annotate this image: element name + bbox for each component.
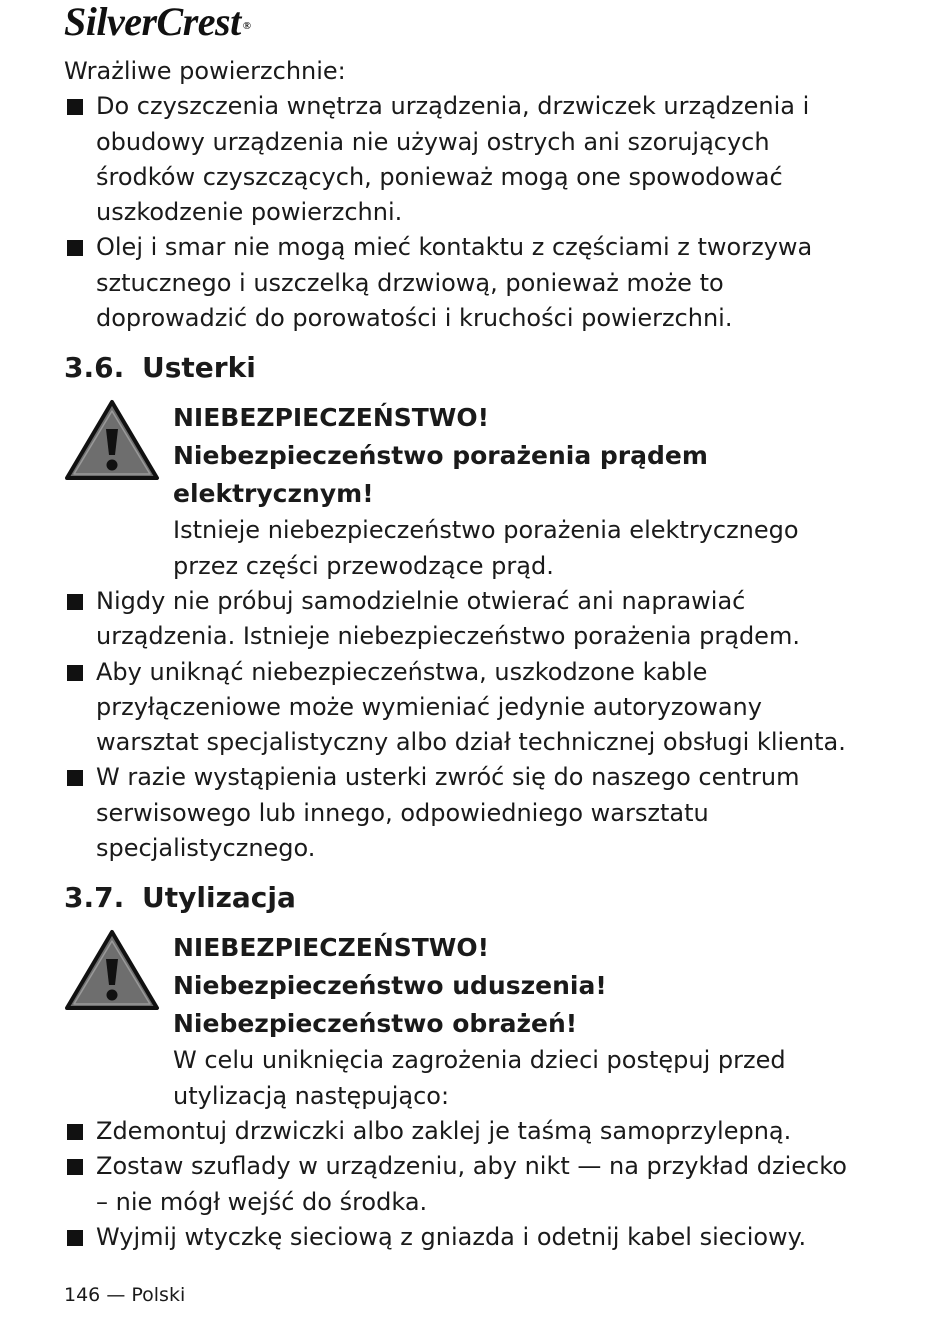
surfaces-list <box>64 89 864 336</box>
registered-mark: ® <box>242 20 251 32</box>
footer-language: Polski <box>131 1284 186 1306</box>
disposal-list <box>64 1114 864 1255</box>
warning-triangle-icon <box>64 399 160 481</box>
warning-headline: Niebezpieczeństwo porażenia prądem elektrycznym! <box>173 441 708 509</box>
bullet-square-icon <box>67 1159 83 1175</box>
list-item-text: Zostaw szuflady w urządzeniu, aby nikt — na przykład dziecko – nie mógł wejść do środka. <box>96 1152 847 1216</box>
section-heading-disposal <box>64 878 864 918</box>
footer-separator: — <box>106 1284 126 1306</box>
bullet-square-icon <box>67 240 83 256</box>
list-item <box>64 655 864 761</box>
brand-name: SilverCrest <box>64 0 241 44</box>
bullet-square-icon <box>67 1230 83 1246</box>
list-item-text: Olej i smar nie mogą mieć kontaktu z częściami z tworzywa sztucznego i uszczelką drzwiową, ponieważ może to doprowadzić do porowatości i kruchości powierzchni. <box>96 233 813 333</box>
list-item <box>64 1149 864 1220</box>
page-footer <box>64 1283 185 1307</box>
bullet-square-icon <box>67 1124 83 1140</box>
section-heading-faults <box>64 348 864 388</box>
warning-label: NIEBEZPIECZEŃSTWO! <box>173 933 490 963</box>
warning-triangle-icon <box>64 929 160 1011</box>
list-item <box>64 760 864 866</box>
section-title: Utylizacja <box>142 881 296 915</box>
list-item <box>64 1114 864 1149</box>
warning-block-disposal <box>64 929 864 1114</box>
warning-text: W celu uniknięcia zagrożenia dzieci postępuj przed utylizacją następująco: <box>173 1046 786 1110</box>
faults-list <box>64 584 864 866</box>
list-item <box>64 230 864 336</box>
page-number: 146 <box>64 1284 101 1306</box>
section-number: 3.7. <box>64 881 125 915</box>
bullet-square-icon <box>67 594 83 610</box>
surfaces-intro: Wrażliwe powierzchnie: <box>64 57 346 85</box>
list-item <box>64 584 864 655</box>
list-item-text: W razie wystąpienia usterki zwróć się do naszego centrum serwisowego lub innego, odpowiedniego warsztatu specjalistycznego. <box>96 763 800 863</box>
list-item-text: Aby uniknąć niebezpieczeństwa, uszkodzone kable przyłączeniowe może wymieniać jedynie autoryzowany warsztat specjalistyczny albo dział technicznej obsługi klienta. <box>96 657 846 757</box>
warning-headline: Niebezpieczeństwo uduszenia! <box>173 971 607 1001</box>
list-item-text: Nigdy nie próbuj samodzielnie otwierać ani naprawiać urządzenia. Istnieje niebezpieczeństwo porażenia prądem. <box>96 586 800 651</box>
bullet-square-icon <box>67 99 83 115</box>
bullet-square-icon <box>67 770 83 786</box>
warning-label: NIEBEZPIECZEŃSTWO! <box>173 403 490 433</box>
page-content <box>64 54 864 1255</box>
list-item-text: Do czyszczenia wnętrza urządzenia, drzwiczek urządzenia i obudowy urządzenia nie używaj ostrych ani szorujących środków czyszczących, ponieważ mogą one spowodować uszkodzenie powierzchni. <box>96 92 810 227</box>
warning-text: Istnieje niebezpieczeństwo porażenia elektrycznego przez części przewodzące prąd. <box>173 516 799 580</box>
bullet-square-icon <box>67 665 83 681</box>
brand-logo <box>64 2 250 42</box>
list-item <box>64 89 864 230</box>
section-title: Usterki <box>142 351 256 385</box>
warning-headline: Niebezpieczeństwo obrażeń! <box>173 1009 578 1039</box>
warning-block-faults <box>64 399 864 584</box>
list-item <box>64 1220 864 1255</box>
section-number: 3.6. <box>64 351 125 385</box>
list-item-text: Zdemontuj drzwiczki albo zaklej je taśmą samoprzylepną. <box>96 1116 792 1145</box>
list-item-text: Wyjmij wtyczkę sieciową z gniazda i odetnij kabel sieciowy. <box>96 1222 807 1251</box>
